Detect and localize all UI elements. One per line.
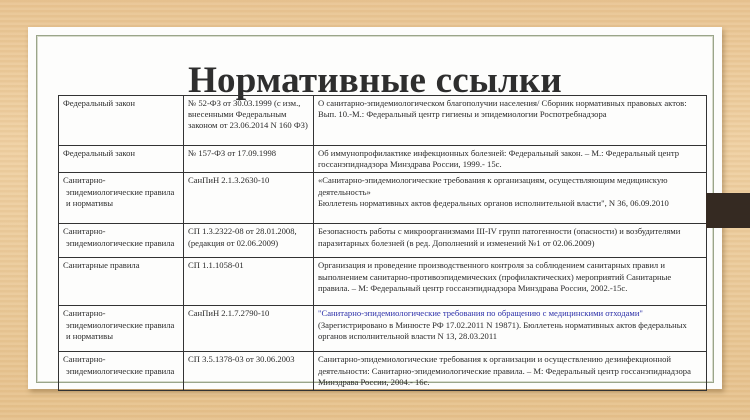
document-title-link[interactable]: "Санитарно-эпидемиологические требования по обращению с медицинскими отходами" <box>318 308 643 319</box>
document-number-cell: № 52-ФЗ от 30.03.1999 (с изм., внесенными Федеральным законом от 23.06.2014 N 160 ФЗ) <box>184 96 314 146</box>
document-description-cell: Организация и проведение производственного контроля за соблюдением санитарных правил и выполнением санитарно-противоэпидемических (профилактических) мероприятий Санитарные правила. – М: Федеральный центр госсанэпиднадзора Минздрава России, 2002.-15с. <box>314 258 707 306</box>
document-number-cell: СП 3.5.1378-03 от 30.06.2003 <box>184 352 314 391</box>
document-type-cell <box>59 352 184 391</box>
document-type-continued: эпидемиологические правила <box>66 237 175 248</box>
document-type: Санитарно- <box>63 354 106 365</box>
document-type-cell <box>59 224 184 258</box>
description-source: (Зарегистрировано в Минюсте РФ 17.02.2011 N 19871). Бюллетень нормативных актов федеральных органов исполнительной власти N 13, 28.03.2011 <box>318 319 687 341</box>
document-number-cell: № 157-ФЗ от 17.09.1998 <box>184 146 314 173</box>
document-type: Санитарно- <box>63 175 106 186</box>
table-row <box>59 258 707 306</box>
table-row <box>59 146 707 173</box>
document-number-cell: СП 1.3.2322-08 от 28.01.2008, (редакция от 02.06.2009) <box>184 224 314 258</box>
document-type-continued: эпидемиологические правила и нормативы <box>66 186 175 208</box>
document-type-continued: эпидемиологические правила и нормативы <box>66 319 175 341</box>
table-row <box>59 173 707 224</box>
document-description-cell: Безопасность работы с микроорганизмами III-IV групп патогенности (опасности) и возбудителями паразитарных болезней (в ред. Дополнений и изменений №1 от 02.06.2009) <box>314 224 707 258</box>
side-tab-decoration <box>706 193 750 228</box>
table-row <box>59 96 707 146</box>
document-description-cell: О санитарно-эпидемиологическом благополучии населения/ Сборник нормативных правовых актов: Вып. 10.-М.: Федеральный центр гигиены и эпидемиологии Роспотребнадзора <box>314 96 707 146</box>
document-type-cell <box>59 96 184 146</box>
document-type-cell <box>59 146 184 173</box>
table-row <box>59 224 707 258</box>
description-title: «Санитарно-эпидемиологические требования к организациям, осуществляющим медицинскую деятельность» <box>318 175 668 197</box>
slide-card <box>28 27 722 389</box>
document-type: Санитарно- <box>63 226 106 237</box>
document-number-cell: СанПиН 2.1.7.2790-10 <box>184 306 314 352</box>
document-description-cell: Об иммунопрофилактике инфекционных болезней: Федеральный закон. – М.: Федеральный центр госсанэпиднадзора Минздрава России, 1999.- 15с. <box>314 146 707 173</box>
document-type-cell <box>59 173 184 224</box>
table-row <box>59 306 707 352</box>
document-type: Федеральный закон <box>63 98 136 108</box>
slide-title: Нормативные ссылки <box>188 60 562 101</box>
table-row <box>59 352 707 391</box>
normative-references-table <box>58 95 707 391</box>
document-number-cell: СанПиН 2.1.3.2630-10 <box>184 173 314 224</box>
document-number-cell: СП 1.1.1058-01 <box>184 258 314 306</box>
description-source: Бюллетень нормативных актов федеральных органов исполнительной власти", N 36, 06.09.2010 <box>318 197 669 208</box>
document-type: Федеральный закон <box>63 148 136 158</box>
document-description-cell <box>314 173 707 224</box>
document-type-cell <box>59 258 184 306</box>
document-description-cell <box>314 306 707 352</box>
document-type-continued: эпидемиологические правила <box>66 365 175 376</box>
document-type-cell <box>59 306 184 352</box>
document-type: Санитарно- <box>63 308 106 319</box>
document-description-cell: Санитарно-эпидемиологические требования к организации и осуществлению дезинфекционной деятельности: Санитарно-эпидемиологические правила. – М: Федеральный центр госсанэпиднадзора Минздрава России, 2004.- 16с. <box>314 352 707 391</box>
document-type: Санитарные правила <box>63 260 140 271</box>
